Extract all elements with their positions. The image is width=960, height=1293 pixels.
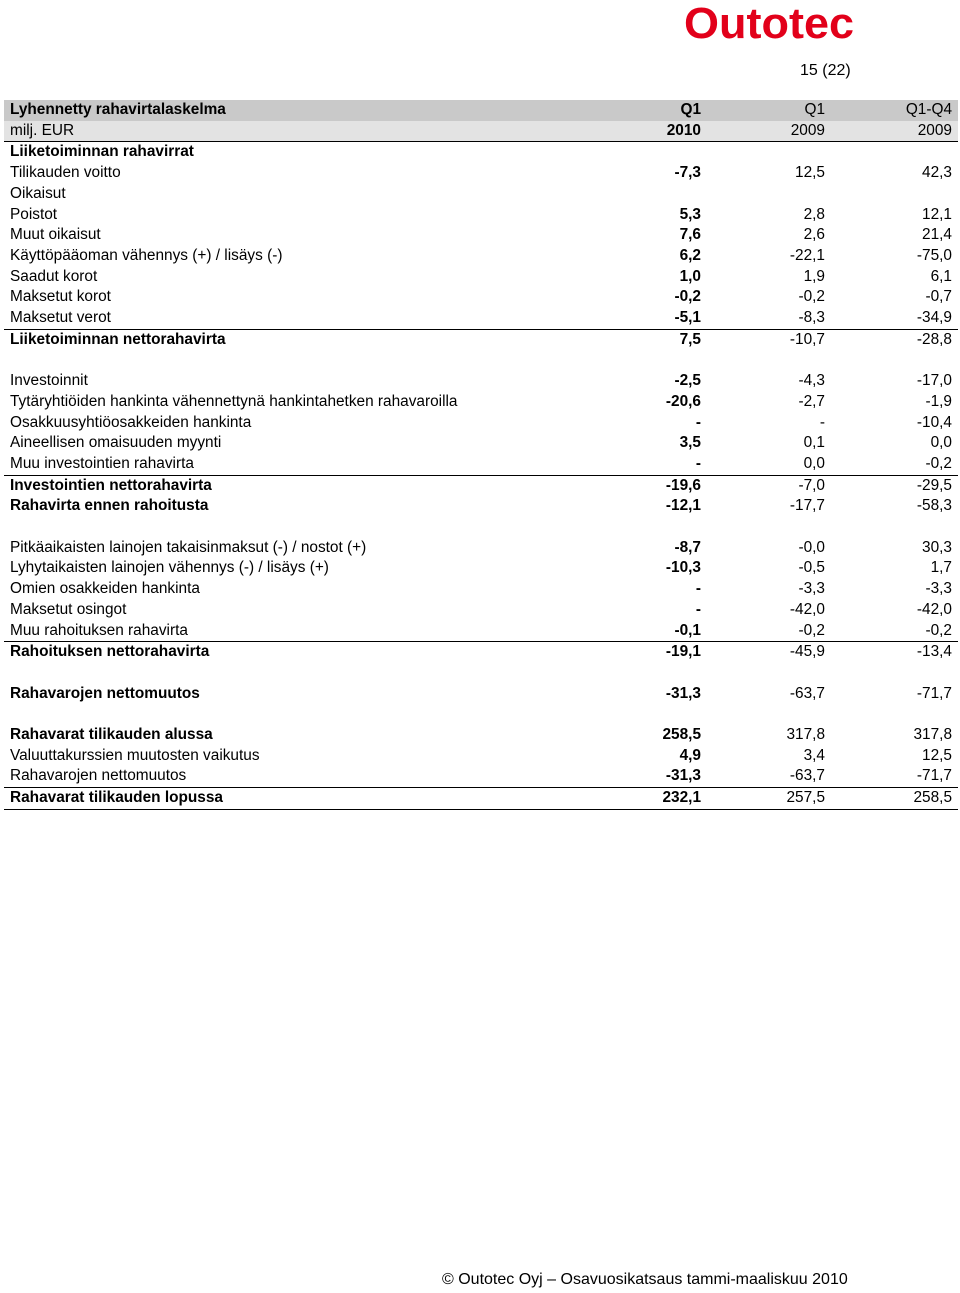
column-year-q1-2010: 2010 [596,121,707,142]
row-label: Käyttöpääoman vähennys (+) / lisäys (-) [10,246,283,264]
table-row [4,725,958,746]
table-row [4,496,958,517]
table-row [4,413,958,434]
value-q1-2009: -0,0 [798,538,825,556]
row-label: Poistot [10,205,58,223]
value-q1-2009 [707,663,831,684]
value-q1-2010: - [695,454,701,472]
value-q1-q4-2009: -10,4 [916,413,952,431]
value-q1-q4-2009 [831,663,958,684]
row-label: Maksetut verot [10,309,111,327]
row-label: Rahavirta ennen rahoitusta [10,497,209,515]
value-q1-q4-2009: -28,8 [831,329,958,350]
row-label [4,517,596,538]
logo-wordmark: Outotec [684,0,854,46]
table-row [4,142,958,163]
table-row [4,621,958,642]
value-q1-q4-2009: 0,0 [930,434,952,452]
value-q1-2009: 0,0 [803,454,825,472]
value-q1-2010: 6,2 [679,246,701,264]
page-footer: © Outotec Oyj – Osavuosikatsaus tammi-maaliskuu 2010 [442,1271,848,1288]
value-q1-q4-2009: -0,2 [925,454,952,472]
table-unit: milj. EUR [4,121,596,142]
row-label: Valuuttakurssien muutosten vaikutus [10,746,260,764]
value-q1-q4-2009: -1,9 [925,392,952,410]
table-row [4,329,958,350]
value-q1-2009: -45,9 [707,642,831,663]
value-q1-2010: 232,1 [596,788,707,810]
value-q1-q4-2009: 12,5 [922,746,952,764]
value-q1-2010: 3,5 [679,434,701,452]
value-q1-2010: -12,1 [665,497,701,515]
value-q1-q4-2009: -71,7 [916,684,952,702]
value-q1-2009: -63,7 [789,684,825,702]
value-q1-2010 [596,142,707,163]
value-q1-2009: -3,3 [798,580,825,598]
value-q1-2010: -0,1 [674,621,701,639]
value-q1-q4-2009: 1,7 [930,559,952,577]
value-q1-2010: 5,3 [679,205,701,223]
row-label: Maksetut osingot [10,600,127,618]
value-q1-q4-2009: -0,7 [925,288,952,306]
outotec-logo [684,0,856,46]
row-label: Muu investointien rahavirta [10,454,194,472]
page-number: 15 (22) [800,62,851,79]
value-q1-2009: - [819,413,825,431]
value-q1-2009: -10,7 [707,329,831,350]
row-label: Pitkäaikaisten lainojen takaisinmaksut (-) / nostot (+) [10,538,367,556]
table-title: Lyhennetty rahavirtalaskelma [4,100,596,121]
value-q1-q4-2009: -34,9 [916,309,952,327]
value-q1-2010 [596,350,707,371]
cash-flow-table-body [4,100,958,809]
value-q1-q4-2009: -17,0 [916,372,952,390]
value-q1-2009: 12,5 [795,164,825,182]
table-row [4,392,958,413]
value-q1-2009: -42,0 [789,600,825,618]
value-q1-q4-2009: -71,7 [916,767,952,785]
value-q1-q4-2009: -0,2 [925,621,952,639]
value-q1-2009: -17,7 [789,497,825,515]
value-q1-2010: -31,3 [665,684,701,702]
table-row [4,788,958,810]
value-q1-2009: -22,1 [789,246,825,264]
cash-flow-table [4,100,958,810]
value-q1-2009: -8,3 [798,309,825,327]
table-row [4,308,958,329]
row-label: Lyhytaikaisten lainojen vähennys (-) / lisäys (+) [10,559,329,577]
value-q1-2010: -31,3 [665,767,701,785]
row-label [4,704,596,725]
value-q1-2009 [707,142,831,163]
value-q1-2010: - [695,600,701,618]
table-row [4,433,958,454]
value-q1-2010: 4,9 [679,746,701,764]
value-q1-2009: -0,2 [798,288,825,306]
table-row [4,225,958,246]
row-label: Oikaisut [10,184,66,202]
value-q1-2009 [707,350,831,371]
table-row [4,475,958,496]
row-label: Liiketoiminnan rahavirrat [10,143,194,161]
table-row [4,642,958,663]
value-q1-q4-2009 [831,184,958,205]
table-row [4,184,958,205]
row-label [4,350,596,371]
value-q1-q4-2009: 21,4 [922,226,952,244]
value-q1-2009: 2,8 [803,205,825,223]
table-row [4,558,958,579]
row-label: Omien osakkeiden hankinta [10,580,200,598]
value-q1-2009: -2,7 [798,392,825,410]
value-q1-q4-2009: 42,3 [922,164,952,182]
row-label: Saadut korot [10,267,98,285]
table-row [4,766,958,787]
value-q1-2009: 1,9 [803,267,825,285]
row-label: Rahavarojen nettomuutos [10,767,187,785]
value-q1-2009: -0,2 [798,621,825,639]
column-period-q1-q4-2009: Q1-Q4 [831,100,958,121]
table-row [4,371,958,392]
row-label: Maksetut korot [10,288,111,306]
column-year-q1-2009: 2009 [707,121,831,142]
value-q1-2009 [707,704,831,725]
value-q1-2010 [596,704,707,725]
value-q1-2009: -63,7 [789,767,825,785]
value-q1-2010: -0,2 [674,288,701,306]
table-row [4,246,958,267]
outotec-logo-graphic [684,0,856,46]
value-q1-2009: 257,5 [707,788,831,810]
value-q1-2010: -5,1 [674,309,701,327]
table-row [4,746,958,767]
row-label: Rahavarojen nettomuutos [10,684,200,702]
row-label [4,663,596,684]
value-q1-2010 [596,663,707,684]
table-row [4,454,958,475]
spacer-row [4,663,958,684]
value-q1-2010: 7,6 [679,226,701,244]
row-label: Muu rahoituksen rahavirta [10,621,188,639]
value-q1-2010: 7,5 [596,329,707,350]
value-q1-q4-2009: 317,8 [913,726,952,744]
value-q1-2010 [596,184,707,205]
row-label: Investoinnit [10,372,88,390]
value-q1-2009 [707,184,831,205]
spacer-row [4,517,958,538]
value-q1-2010: -10,3 [665,559,701,577]
value-q1-q4-2009: -13,4 [831,642,958,663]
table-row [4,287,958,308]
value-q1-2009: 317,8 [786,726,825,744]
column-period-q1-2010: Q1 [596,100,707,121]
row-label: Rahavarat tilikauden lopussa [4,788,596,810]
value-q1-q4-2009: -3,3 [925,580,952,598]
value-q1-2010: 1,0 [679,267,701,285]
row-label: Rahavarat tilikauden alussa [10,726,213,744]
value-q1-q4-2009: -42,0 [916,600,952,618]
value-q1-2010: -2,5 [674,372,701,390]
value-q1-2009: -0,5 [798,559,825,577]
row-label: Tilikauden voitto [10,164,121,182]
table-row [4,267,958,288]
row-label: Rahoituksen nettorahavirta [4,642,596,663]
value-q1-q4-2009: -58,3 [916,497,952,515]
row-label: Tytäryhtiöiden hankinta vähennettynä hankintahetken rahavaroilla [10,392,458,410]
value-q1-2010 [596,517,707,538]
value-q1-q4-2009: 12,1 [922,205,952,223]
table-header-row [4,100,958,121]
value-q1-2010: -7,3 [674,164,701,182]
value-q1-2009: 3,4 [803,746,825,764]
value-q1-2010: 258,5 [662,726,701,744]
value-q1-2010: -19,1 [596,642,707,663]
value-q1-2009 [707,517,831,538]
value-q1-2010: - [695,580,701,598]
value-q1-2009: 0,1 [803,434,825,452]
table-row [4,579,958,600]
value-q1-2009: -7,0 [707,475,831,496]
table-row [4,684,958,705]
row-label: Muut oikaisut [10,226,101,244]
table-row [4,538,958,559]
value-q1-q4-2009 [831,350,958,371]
value-q1-q4-2009 [831,704,958,725]
value-q1-q4-2009: -29,5 [831,475,958,496]
column-year-q1-q4-2009: 2009 [831,121,958,142]
value-q1-q4-2009: 6,1 [930,267,952,285]
value-q1-2010: -20,6 [665,392,701,410]
value-q1-q4-2009: 258,5 [831,788,958,810]
value-q1-q4-2009: 30,3 [922,538,952,556]
value-q1-q4-2009: -75,0 [916,246,952,264]
row-label: Investointien nettorahavirta [4,475,596,496]
row-label: Aineellisen omaisuuden myynti [10,434,222,452]
table-row [4,205,958,226]
table-unit-row [4,121,958,142]
value-q1-q4-2009 [831,517,958,538]
table-row [4,600,958,621]
value-q1-2010: -19,6 [596,475,707,496]
spacer-row [4,704,958,725]
value-q1-2010: - [695,413,701,431]
value-q1-2009: 2,6 [803,226,825,244]
spacer-row [4,350,958,371]
value-q1-q4-2009 [831,142,958,163]
table-row [4,163,958,184]
value-q1-2009: -4,3 [798,372,825,390]
column-period-q1-2009: Q1 [707,100,831,121]
row-label: Osakkuusyhtiöosakkeiden hankinta [10,413,252,431]
row-label: Liiketoiminnan nettorahavirta [4,329,596,350]
value-q1-2010: -8,7 [674,538,701,556]
